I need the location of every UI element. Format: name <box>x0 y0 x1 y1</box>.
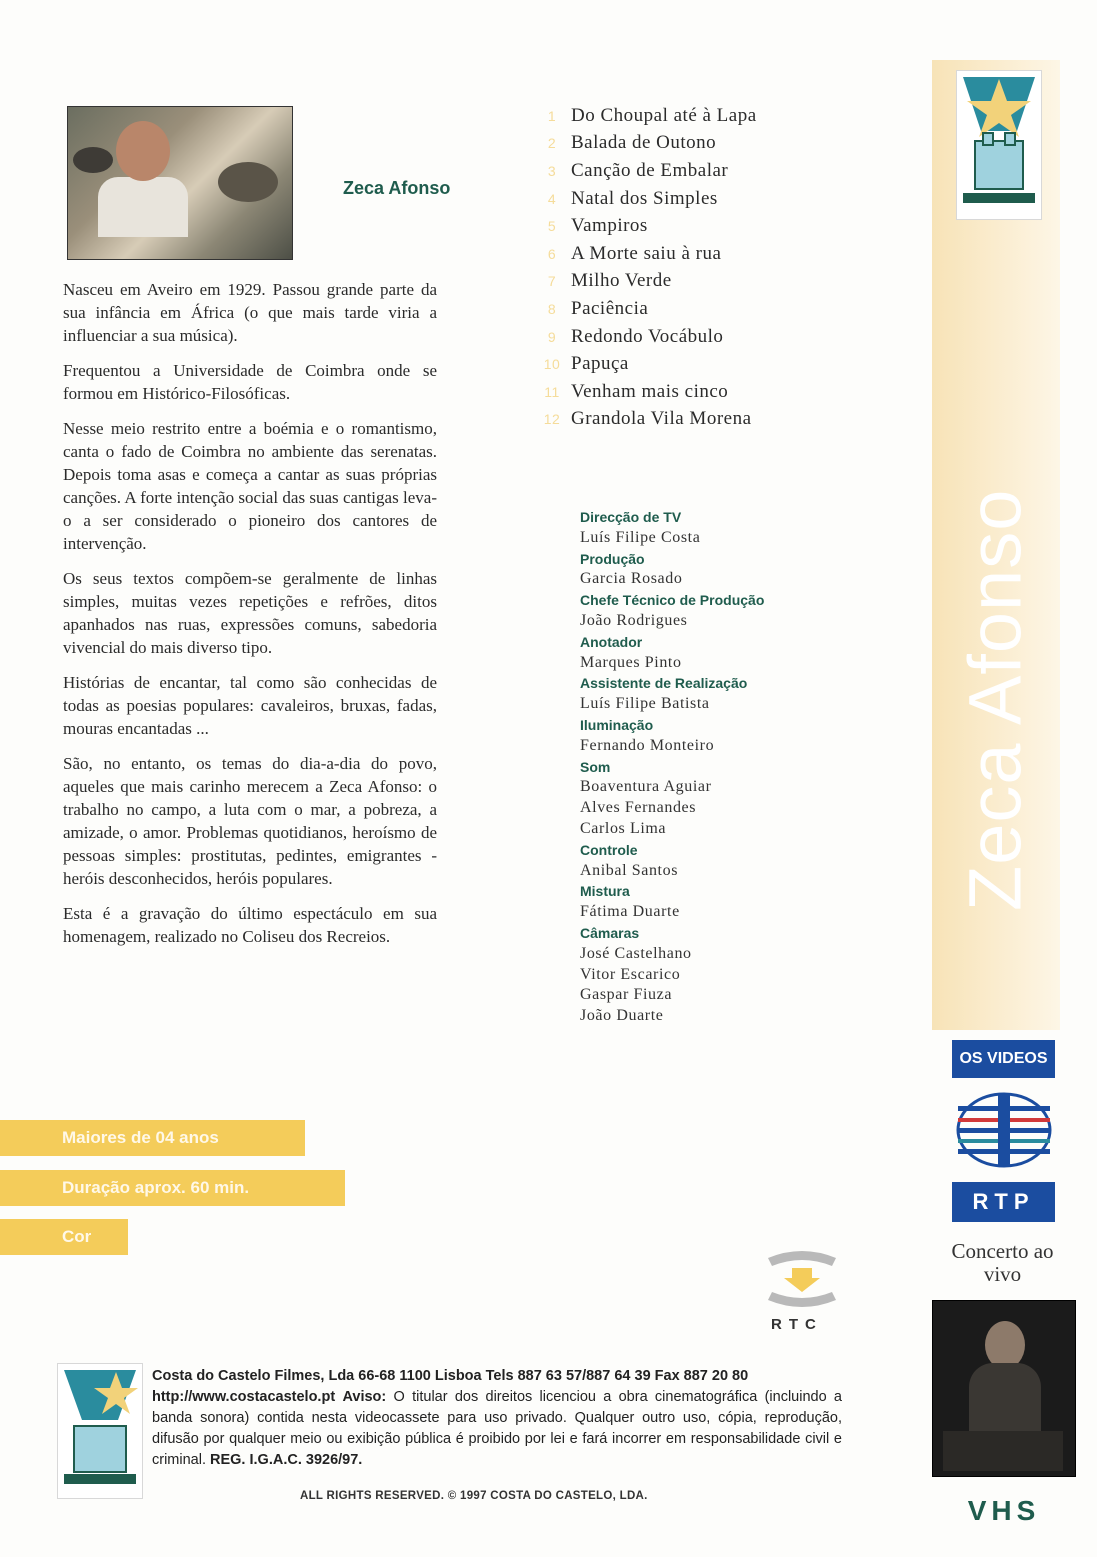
track-item <box>533 157 833 185</box>
credit-role: Mistura <box>580 883 630 900</box>
track-title: Vampiros <box>571 215 648 237</box>
credit-role: Produção <box>580 550 645 567</box>
spine-title: Zeca Afonso <box>953 488 1037 912</box>
track-number: 1 <box>547 107 557 124</box>
track-item <box>533 130 833 158</box>
aviso-block <box>152 1387 842 1471</box>
age-rating-tag: Maiores de 04 anos <box>0 1120 305 1156</box>
footer-logo <box>57 1363 143 1499</box>
rtc-logo-icon <box>762 1248 842 1310</box>
photo-head-shape <box>116 121 170 181</box>
track-number: 8 <box>547 300 557 317</box>
bio-paragraph: Histórias de encantar, tal como são conhecidas de todas as poesias populares: cavaleiros, bruxas, fadas, mouras encantadas ... <box>63 673 437 738</box>
track-item <box>533 378 833 406</box>
photo-instrument-shape <box>218 162 278 202</box>
artist-name: Zeca Afonso <box>343 178 451 198</box>
credit-name: Garcia Rosado <box>580 570 683 588</box>
rtc-label: RTC <box>771 1316 823 1333</box>
track-item <box>533 350 833 378</box>
track-title: Paciência <box>571 297 649 319</box>
track-title: Canção de Embalar <box>571 159 729 181</box>
castle-logo-icon <box>58 1364 142 1498</box>
track-number: 7 <box>547 273 557 290</box>
artist-photo <box>67 106 293 260</box>
track-number: 5 <box>547 218 557 235</box>
track-number: 3 <box>547 162 557 179</box>
track-item <box>533 212 833 240</box>
costa-castelo-logo <box>956 70 1042 220</box>
photo-body-shape <box>969 1363 1041 1433</box>
credit-role: Direcção de TV <box>580 509 682 525</box>
aviso-text: O titular dos direitos licenciou a obra cinematográfica (incluindo a banda sonora) contida nesta videocassete para uso privado. Qualquer outro uso, cópia, reprodução, difusão por qualquer meio ou exibição pública é proibido por lei e fará incorrer em responsabilidade civil e criminal. <box>152 1389 843 1468</box>
company-line: Costa do Castelo Filmes, Lda 66-68 1100 Lisboa Tels 887 63 57/887 64 39 Fax 887 20 80 <box>152 1368 749 1384</box>
photo-drum-shape <box>73 147 113 173</box>
credit-name: Boaventura Aguiar <box>580 778 712 796</box>
credit-name: Carlos Lima <box>580 819 667 837</box>
rights-notice: ALL RIGHTS RESERVED. © 1997 COSTA DO CASTELO, LDA. <box>300 1490 648 1502</box>
track-item <box>533 323 833 351</box>
biography <box>63 278 437 960</box>
track-item <box>533 240 833 268</box>
credit-name: Luís Filipe Batista <box>580 695 710 713</box>
track-item <box>533 102 833 130</box>
rtp-badge: RTP <box>952 1182 1055 1222</box>
track-title: Natal dos Simples <box>571 187 718 209</box>
credit-name: Fátima Duarte <box>580 903 680 921</box>
footer-text <box>152 1366 842 1471</box>
credits-list <box>580 507 880 1027</box>
bio-paragraph: Nasceu em Aveiro em 1929. Passou grande parte da sua infância em África (o que mais tarde viria a influenciar a sua música). <box>63 280 437 345</box>
credit-name: Marques Pinto <box>580 653 682 671</box>
credit-name: Anibal Santos <box>580 861 679 879</box>
track-item <box>533 406 833 434</box>
track-number: 11 <box>544 383 560 400</box>
track-item <box>533 295 833 323</box>
bio-paragraph: Frequentou a Universidade de Coimbra onde se formou em Histórico-Filosóficas. <box>63 361 437 403</box>
track-title: Balada de Outono <box>571 132 717 154</box>
os-videos-badge: OS VIDEOS <box>952 1040 1055 1078</box>
credit-name: Luís Filipe Costa <box>580 528 701 546</box>
track-number: 9 <box>547 328 557 345</box>
track-number: 4 <box>547 190 557 207</box>
credit-role: Iluminação <box>580 716 654 733</box>
track-number: 12 <box>543 411 561 428</box>
photo-head-shape <box>985 1321 1025 1369</box>
bio-paragraph: Nesse meio restrito entre a boémia e o romantismo, canta o fado de Coimbra no ambiente das serenatas. Depois toma asas e começa a cantar as suas próprias canções. A forte intenção social das suas cantigas leva-o a ser considerado o pioneiro dos cantores de intervenção. <box>63 419 437 553</box>
credit-role: Anotador <box>580 633 643 650</box>
track-number: 2 <box>547 135 557 152</box>
credit-role: Controle <box>580 841 638 858</box>
track-title: Redondo Vocábulo <box>571 325 724 347</box>
track-list <box>533 102 833 433</box>
company-url[interactable]: http://www.costacastelo.pt <box>152 1389 336 1405</box>
credit-name: João Duarte <box>580 1007 664 1025</box>
credit-name: João Rodrigues <box>580 611 688 629</box>
track-title: Papuça <box>571 353 629 375</box>
bio-paragraph: São, no entanto, os temas do dia-a-dia do povo, aqueles que mais carinho merecem a Zeca Afonso: o trabalho no campo, a luta com o mar, a pobreza, a amizade, o amor. Problemas quotidianos, heroísmo de pessoas simples: prostitutas, pedintes, emigrantes - heróis desconhecidos, heróis populares. <box>63 754 437 888</box>
track-item <box>533 185 833 213</box>
credit-role: Som <box>580 758 611 775</box>
photo-band-shape <box>943 1431 1063 1471</box>
photo-shirt-shape <box>98 177 188 237</box>
credit-role: Câmaras <box>580 924 640 941</box>
credit-name: Vitor Escarico <box>580 965 681 983</box>
bio-paragraph: Esta é a gravação do último espectáculo em sua homenagem, realizado no Coliseu dos Recreios. <box>63 904 437 946</box>
credit-name: Fernando Monteiro <box>580 736 715 754</box>
color-tag: Cor <box>0 1219 128 1255</box>
credit-name: Alves Fernandes <box>580 799 697 817</box>
track-title: A Morte saiu à rua <box>571 242 722 264</box>
castle-logo-icon <box>957 71 1041 219</box>
concerto-label: Concerto ao vivo <box>951 1239 1054 1286</box>
rtp-globe-icon <box>954 1092 1054 1168</box>
vhs-label: VHS <box>967 1495 1041 1526</box>
duration-tag: Duração aprox. 60 min. <box>0 1170 345 1206</box>
track-item <box>533 268 833 296</box>
track-title: Do Choupal até à Lapa <box>571 104 757 126</box>
credit-name: Gaspar Fiuza <box>580 986 673 1004</box>
track-number: 6 <box>547 245 557 262</box>
credit-role: Chefe Técnico de Produção <box>580 592 765 609</box>
spine-concert-photo <box>932 1300 1076 1477</box>
track-title: Grandola Vila Morena <box>571 408 752 430</box>
bio-paragraph: Os seus textos compõem-se geralmente de linhas simples, muitas vezes repetições e refrões, ditos apanhados nas ruas, expressões comuns, sabedoria vivencial do mais diverso tipo. <box>63 569 437 657</box>
track-number: 10 <box>543 356 561 373</box>
aviso-label: Aviso: <box>342 1389 387 1405</box>
track-title: Milho Verde <box>571 270 672 292</box>
track-title: Venham mais cinco <box>571 380 729 402</box>
registration-number: REG. I.G.A.C. 3926/97. <box>210 1452 363 1468</box>
credit-role: Assistente de Realização <box>580 675 748 692</box>
credit-name: José Castelhano <box>580 944 692 962</box>
